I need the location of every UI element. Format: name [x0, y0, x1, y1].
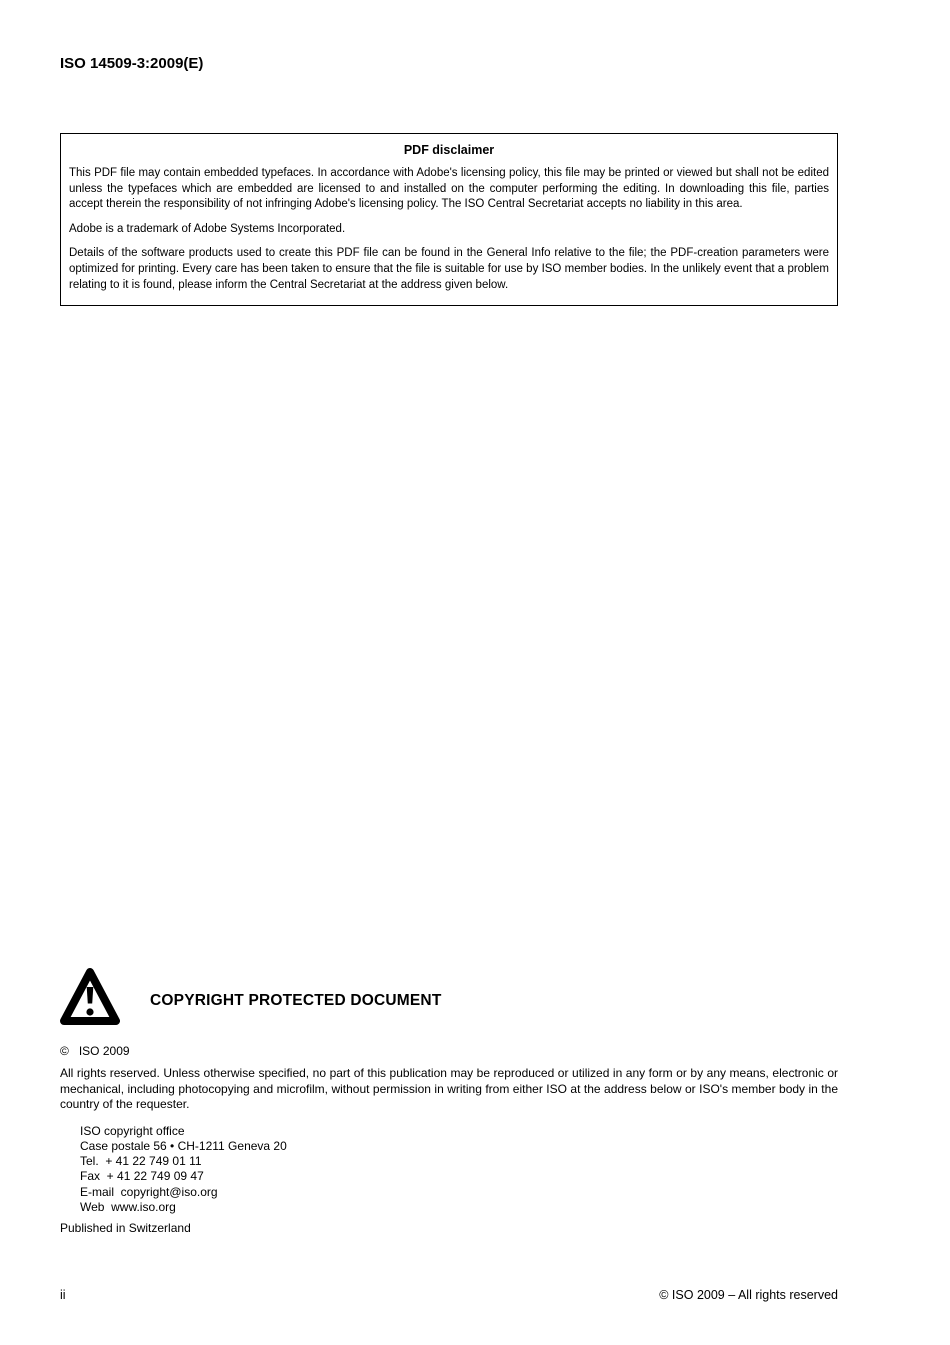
address-fax-line: Fax + 41 22 749 09 47: [80, 1169, 204, 1184]
iso-address-block: [80, 1124, 838, 1215]
copyright-notice: All rights reserved. Unless otherwise specified, no part of this publication may be reproduced or utilized in any form or by any means, electronic or mechanical, including photocopying and microfilm, without permission in writing from either ISO at the address below or ISO's member body in the country of the requester.: [60, 1066, 838, 1112]
copyright-section: [60, 963, 838, 1235]
published-line: Published in Switzerland: [60, 1221, 191, 1235]
address-office-line: ISO copyright office: [80, 1123, 185, 1138]
disclaimer-paragraph-1: This PDF file may contain embedded typefaces. In accordance with Adobe's licensing policy, this file may be printed or viewed but shall not be edited unless the typefaces which are embedded are licensed to and installed on the computer performing the editing. In downloading this file, parties accept therein the responsibility of not infringing Adobe's licensing policy. The ISO Central Secretariat accepts no liability in this area.: [69, 167, 829, 211]
warning-triangle-icon: [60, 966, 120, 1028]
disclaimer-paragraph-3: Details of the software products used to create this PDF file can be found in the General Info relative to the file; the PDF-creation parameters were optimized for printing. Every care has been taken to ensure that the file is suitable for use by ISO member bodies. In the unlikely event that a problem relating to it is found, please inform the Central Secretariat at the address given below.: [69, 247, 829, 291]
pdf-disclaimer-title: PDF disclaimer: [403, 143, 495, 157]
pdf-disclaimer-box: [60, 133, 838, 306]
disclaimer-paragraph-2: Adobe is a trademark of Adobe Systems Incorporated.: [69, 222, 346, 235]
copyright-year-line: © ISO 2009: [60, 1044, 130, 1058]
document-number: ISO 14509-3:2009(E): [60, 55, 204, 72]
page-footer: [60, 1288, 838, 1302]
copyright-heading: COPYRIGHT PROTECTED DOCUMENT: [150, 992, 442, 1009]
address-email-line: E-mail copyright@iso.org: [80, 1184, 218, 1199]
copyright-heading-row: [60, 963, 838, 1031]
address-web-line: Web www.iso.org: [80, 1199, 176, 1214]
page-number: ii: [60, 1288, 66, 1302]
address-tel-line: Tel. + 41 22 749 01 11: [80, 1154, 202, 1169]
address-postal-line: Case postale 56 • CH-1211 Geneva 20: [80, 1138, 287, 1153]
footer-rights-notice: © ISO 2009 – All rights reserved: [659, 1288, 838, 1302]
